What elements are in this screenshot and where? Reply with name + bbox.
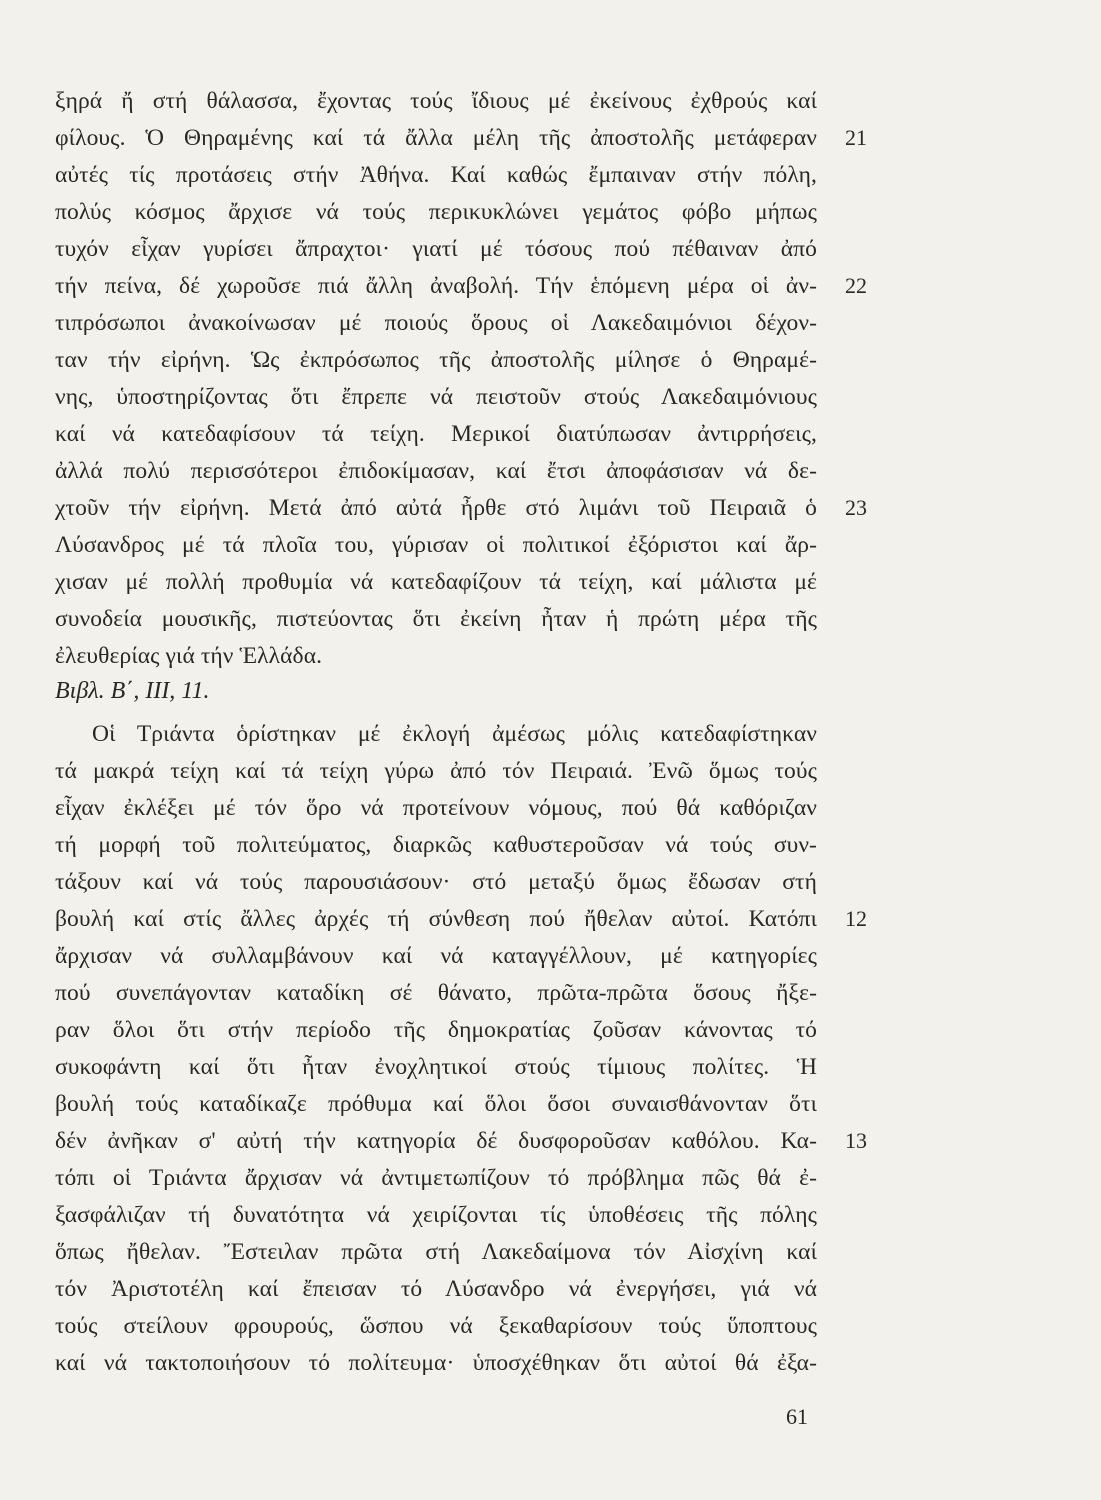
text-line: βουλή τούς καταδίκαζε πρόθυμα καί ὅλοι ὅσοι συναισθάνονταν ὅτι <box>55 1091 817 1117</box>
text-line: αὐτές τίς προτάσεις στήν Ἀθήνα. Καί καθώς ἔμπαιναν στήν πόλη, <box>55 162 817 188</box>
text-line: τόπι οἱ Τριάντα ἄρχισαν νά ἀντιμετωπίζουν τό πρόβλημα πῶς θά ἐ- <box>55 1165 817 1191</box>
text-line: πολύς κόσμος ἄρχισε νά τούς περικυκλώνει γεμάτος φόβο μήπως <box>55 199 817 225</box>
text-line: φίλους. Ὁ Θηραμένης καί τά ἄλλα μέλη τῆς ἀποστολῆς μετάφεραν <box>55 125 817 151</box>
text-line: ἀλλά πολύ περισσότεροι ἐπιδοκίμασαν, καί ἔτσι ἀποφάσισαν νά δε- <box>55 458 817 484</box>
text-line: ξασφάλιζαν τή δυνατότητα νά χειρίζονται τίς ὑποθέσεις τῆς πόλης <box>55 1202 817 1228</box>
text-line: ὅπως ἤθελαν. Ἔστειλαν πρῶτα στή Λακεδαίμονα τόν Αἰσχίνη καί <box>55 1239 817 1265</box>
margin-section-number: 23 <box>845 495 867 520</box>
text-line: Λύσανδρος μέ τά πλοῖα του, γύρισαν οἱ πολιτικοί ἐξόριστοι καί ἄρ- <box>55 532 817 558</box>
page-number: 61 <box>786 1404 808 1429</box>
text-line: τόν Ἀριστοτέλη καί ἔπεισαν τό Λύσανδρο νά ἐνεργήσει, γιά νά <box>55 1276 817 1302</box>
text-line: ἐλευθερίας γιά τήν Ἑλλάδα. <box>55 643 323 669</box>
text-line: χτοῦν τήν εἰρήνη. Μετά ἀπό αὐτά ἦρθε στό λιμάνι τοῦ Πειραιᾶ ὁ <box>55 495 817 521</box>
text-line: πού συνεπάγονταν καταδίκη σέ θάνατο, πρῶτα-πρῶτα ὅσους ἤξε- <box>55 980 817 1006</box>
text-line: τήν πείνα, δέ χωροῦσε πιά ἄλλη ἀναβολή. Τήν ἑπόμενη μέρα οἱ ἀν- <box>55 273 817 299</box>
text-line: τάξουν καί νά τούς παρουσιάσουν· στό μεταξύ ὅμως ἔδωσαν στή <box>55 869 817 895</box>
text-line: συνοδεία μουσικῆς, πιστεύοντας ὅτι ἐκείνη ἦταν ἡ πρώτη μέρα τῆς <box>55 606 817 632</box>
text-line: τά μακρά τείχη καί τά τείχη γύρω ἀπό τόν Πειραιά. Ἐνῶ ὅμως τούς <box>55 758 817 784</box>
text-line: τούς στείλουν φρουρούς, ὥσπου νά ξεκαθαρίσουν τούς ὕποπτους <box>55 1313 817 1339</box>
text-line: βουλή καί στίς ἄλλες ἀρχές τή σύνθεση πού ἤθελαν αὐτοί. Κατόπι <box>55 906 817 932</box>
text-line: καί νά τακτοποιήσουν τό πολίτευμα· ὑποσχέθηκαν ὅτι αὐτοί θά ἐξα- <box>55 1350 817 1376</box>
section-reference-heading: Βιβλ. Β΄, ΙΙΙ, 11. <box>55 678 210 704</box>
text-line: ἄρχισαν νά συλλαμβάνουν καί νά καταγγέλλουν, μέ κατηγορίες <box>55 943 817 969</box>
margin-section-number: 22 <box>845 273 867 298</box>
margin-section-number: 12 <box>845 906 867 931</box>
text-line: ξηρά ἤ στή θάλασσα, ἔχοντας τούς ἴδιους μέ ἐκείνους ἐχθρούς καί <box>55 88 817 114</box>
text-line: εἶχαν ἐκλέξει μέ τόν ὅρο νά προτείνουν νόμους, πού θά καθόριζαν <box>55 795 817 821</box>
text-line: ραν ὅλοι ὅτι στήν περίοδο τῆς δημοκρατίας ζοῦσαν κάνοντας τό <box>55 1017 817 1043</box>
text-line: τή μορφή τοῦ πολιτεύματος, διαρκῶς καθυστεροῦσαν νά τούς συν- <box>55 832 817 858</box>
text-line: χισαν μέ πολλή προθυμία νά κατεδαφίζουν τά τείχη, καί μάλιστα μέ <box>55 569 817 595</box>
text-line: νης, ὑποστηρίζοντας ὅτι ἔπρεπε νά πειστοῦν στούς Λακεδαιμόνιους <box>55 384 817 410</box>
text-line: ταν τήν εἰρήνη. Ὡς ἐκπρόσωπος τῆς ἀποστολῆς μίλησε ὁ Θηραμέ- <box>55 347 817 373</box>
text-line: τιπρόσωποι ἀνακοίνωσαν μέ ποιούς ὅρους οἱ Λακεδαιμόνιοι δέχον- <box>55 310 817 336</box>
margin-section-number: 13 <box>845 1128 867 1153</box>
margin-section-number: 21 <box>845 125 867 150</box>
text-line: δέν ἀνῆκαν σ' αὐτή τήν κατηγορία δέ δυσφοροῦσαν καθόλου. Κα- <box>55 1128 817 1154</box>
text-line: συκοφάντη καί ὅτι ἦταν ἐνοχλητικοί στούς τίμιους πολίτες. Ἡ <box>55 1054 817 1080</box>
text-line: καί νά κατεδαφίσουν τά τείχη. Μερικοί διατύπωσαν ἀντιρρήσεις, <box>55 421 817 447</box>
text-line: Οἱ Τριάντα ὁρίστηκαν μέ ἐκλογή ἀμέσως μόλις κατεδαφίστηκαν <box>92 721 817 747</box>
text-line: τυχόν εἶχαν γυρίσει ἄπραχτοι· γιατί μέ τόσους πού πέθαιναν ἀπό <box>55 236 817 262</box>
